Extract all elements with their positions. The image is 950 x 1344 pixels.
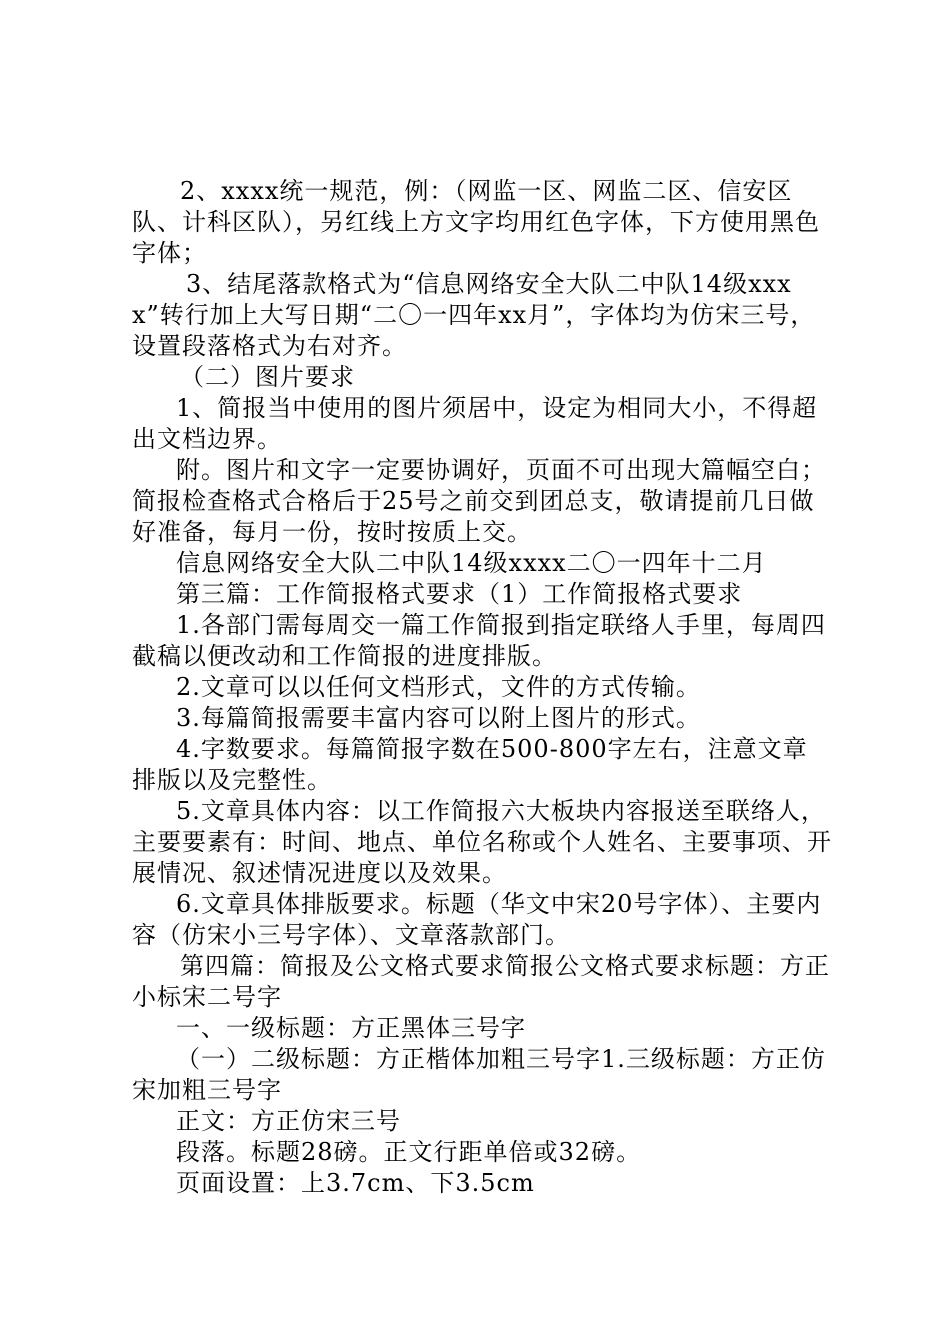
list-item-2: 2.文章可以以任何文档形式，文件的方式传输。: [176, 673, 701, 701]
page-setup-spec: 页面设置：上3.7cm、下3.5cm: [176, 1169, 535, 1197]
heading-level-two-three-spec: （一）二级标题：方正楷体加粗三号字1.三级标题：方正仿宋加粗三号字: [132, 1045, 826, 1104]
heading-part-three: 第三篇：工作简报格式要求（1）工作简报格式要求: [176, 580, 743, 608]
list-item-3: 3.每篇简报需要丰富内容可以附上图片的形式。: [176, 704, 701, 732]
paragraph-signature-format: 3、结尾落款格式为“信息网络安全大队二中队14级xxxx”转行加上大写日期“二〇一四年xx月”，字体均为仿宋三号，设置段落格式为右对齐。: [132, 270, 816, 360]
heading-part-four: 第四篇：简报及公文格式要求简报公文格式要求标题：方正小标宋二号字: [132, 952, 830, 1011]
paragraph-image-center: 1、简报当中使用的图片须居中，设定为相同大小，不得超出文档边界。: [132, 394, 818, 453]
list-item-6: 6.文章具体排版要求。标题（华文中宋20号字体）、主要内容（仿宋小三号字体）、文章落款部门。: [132, 890, 822, 949]
list-item-5: 5.文章具体内容：以工作简报六大板块内容报送至联络人，主要要素有：时间、地点、单位名称或个人姓名、主要事项、开展情况、叙述情况进度以及效果。: [132, 797, 832, 887]
paragraph-appendix-note: 附。图片和文字一定要协调好，页面不可出现大篇幅空白；简报检查格式合格后于25号之前交到团总支，敬请提前几日做好准备，每月一份，按时按质上交。: [132, 456, 826, 546]
paragraph-spacing-spec: 段落。标题28磅。正文行距单倍或32磅。: [176, 1138, 642, 1166]
section-heading-image-requirements: （二）图片要求: [180, 363, 355, 391]
paragraph-unified-format: 2、xxxx统一规范，例：（网监一区、网监二区、信安区队、计科区队），另红线上方文字均用红色字体，下方使用黑色字体；: [132, 177, 820, 267]
paragraph-signature-date: 信息网络安全大队二中队14级xxxx二〇一四年十二月: [176, 549, 767, 577]
body-text-spec: 正文：方正仿宋三号: [176, 1107, 401, 1135]
document-body: [132, 176, 832, 1199]
heading-level-one-spec: 一、一级标题：方正黑体三号字: [176, 1014, 526, 1042]
list-item-1: 1.各部门需每周交一篇工作简报到指定联络人手里，每周四截稿以便改动和工作简报的进度排版。: [132, 611, 826, 670]
list-item-4: 4.字数要求。每篇简报字数在500-800字左右，注意文章排版以及完整性。: [132, 735, 808, 794]
